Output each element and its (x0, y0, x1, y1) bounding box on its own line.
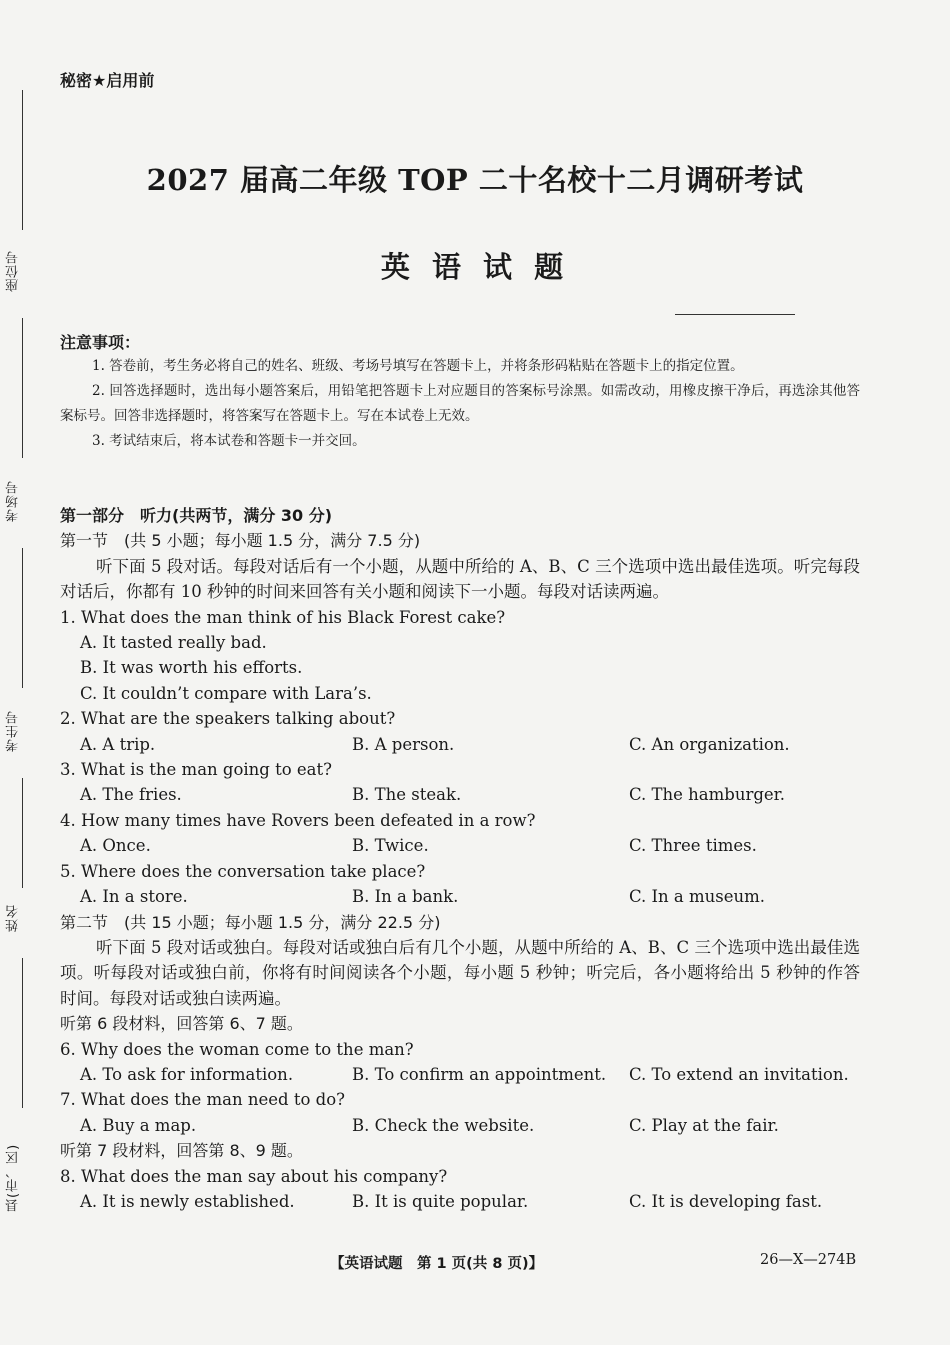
material-6-heading: 听第 6 段材料，回答第 6、7 题。 (60, 1014, 303, 1034)
option-b: B. Twice. (352, 836, 429, 856)
seat-number-label: 座位号 (6, 250, 21, 292)
page-number: 【英语试题 第 1 页(共 8 页)】 (330, 1256, 544, 1272)
question-2: 2. What are the speakers talking about? (60, 709, 396, 729)
section1-heading: 第一节 (共 5 小题；每小题 1.5 分，满分 7.5 分) (60, 531, 421, 551)
question-7: 7. What does the man need to do? (60, 1090, 345, 1110)
question-5: 5. Where does the conversation take place? (60, 861, 426, 881)
candidate-number-label: 考生号 (6, 710, 21, 752)
options-row (60, 884, 860, 909)
option-b: B. To confirm an appointment. (352, 1064, 607, 1084)
score-line (675, 314, 795, 315)
section1-instruction: 听下面 5 段对话。每段对话后有一个小题，从题中所给的 A、B、C 三个选项中选出最佳选项。听完每段对话后，你都有 10 秒钟的时间来回答有关小题和阅读下一小题。每段对话读两遍。 (60, 556, 860, 602)
option-a: A. In a store. (80, 887, 188, 907)
binding-line-2 (22, 318, 23, 458)
option-b: B. A person. (352, 734, 455, 754)
part1-heading: 第一部分 听力(共两节，满分 30 分) (60, 506, 333, 525)
option-c: C. In a museum. (629, 887, 766, 907)
notice-item-3: 3. 考试结束后，将本试卷和答题卡一并交回。 (92, 433, 366, 449)
exam-subtitle: 英 语 试 题 (380, 250, 570, 284)
question-8: 8. What does the man say about his company? (60, 1166, 448, 1186)
question-6: 6. Why does the woman come to the man? (60, 1039, 414, 1059)
paper-code: 26—X—274B (760, 1252, 857, 1268)
option-a: A. To ask for information. (80, 1064, 294, 1084)
binding-line-3 (22, 548, 23, 688)
question-4: 4. How many times have Rovers been defeated in a row? (60, 810, 536, 830)
question-3: 3. What is the man going to eat? (60, 760, 332, 780)
notice-item-1: 1. 答卷前，考生务必将自己的姓名、班级、考场号填写在答题卡上，并将条形码粘贴在答题卡上的指定位置。 (92, 358, 744, 374)
notice-heading: 注意事项： (60, 333, 141, 352)
notice-item-2: 2. 回答选择题时，选出每小题答案后，用铅笔把答题卡上对应题目的答案标号涂黑。如需改动，用橡皮擦干净后，再选涂其他答案标号。回答非选择题时，将答案写在答题卡上。写在本试卷上无效。 (60, 383, 860, 424)
material-7-heading: 听第 7 段材料，回答第 8、9 题。 (60, 1141, 303, 1161)
county-label: 县(市、区) (6, 1143, 21, 1212)
exam-room-label: 考场号 (6, 480, 21, 522)
options-row (60, 732, 860, 757)
option-c: C. It is developing fast. (629, 1191, 823, 1211)
option-c: C. To extend an invitation. (629, 1064, 849, 1084)
section2-instruction: 听下面 5 段对话或独白。每段对话或独白后有几个小题，从题中所给的 A、B、C 三个选项中选出最佳选项。听每段对话或独白前，你将有时间阅读各个小题，每小题 5 秒钟；听完后，各小题将给出 5 秒钟的作答时间。每段对话或独白读两遍。 (60, 937, 860, 1008)
option-b: B. The steak. (352, 785, 462, 805)
option-a: A. A trip. (80, 734, 156, 754)
option-b: B. It was worth his efforts. (80, 658, 303, 678)
option-a: A. Once. (80, 836, 151, 856)
option-c: C. The hamburger. (629, 785, 786, 805)
option-c: C. Play at the fair. (629, 1115, 779, 1135)
option-b: B. It is quite popular. (352, 1191, 529, 1211)
section2-heading: 第二节 (共 15 小题；每小题 1.5 分，满分 22.5 分) (60, 912, 441, 932)
options-row (60, 782, 860, 807)
option-a: A. Buy a map. (80, 1115, 197, 1135)
option-a: A. It is newly established. (80, 1191, 295, 1211)
option-b: B. Check the website. (352, 1115, 535, 1135)
option-a: A. The fries. (80, 785, 182, 805)
confidential-mark: 秘密★启用前 (60, 71, 155, 90)
options-row (60, 833, 860, 858)
option-b: B. In a bank. (352, 887, 459, 907)
binding-line-5 (22, 958, 23, 1108)
option-c: C. An organization. (629, 734, 790, 754)
option-c: C. It couldn’t compare with Lara’s. (80, 683, 372, 703)
option-c: C. Three times. (629, 836, 757, 856)
options-row (60, 1113, 860, 1138)
name-label: 姓名 (6, 904, 21, 932)
notice-list (60, 354, 860, 454)
exam-title: 2027 届高二年级 TOP 二十名校十二月调研考试 (146, 163, 804, 197)
options-row (60, 1062, 860, 1087)
binding-line-4 (22, 778, 23, 888)
options-row (60, 1189, 860, 1214)
listening-part (60, 503, 860, 1214)
option-a: A. It tasted really bad. (80, 633, 267, 653)
question-1: 1. What does the man think of his Black Forest cake? (60, 607, 506, 627)
